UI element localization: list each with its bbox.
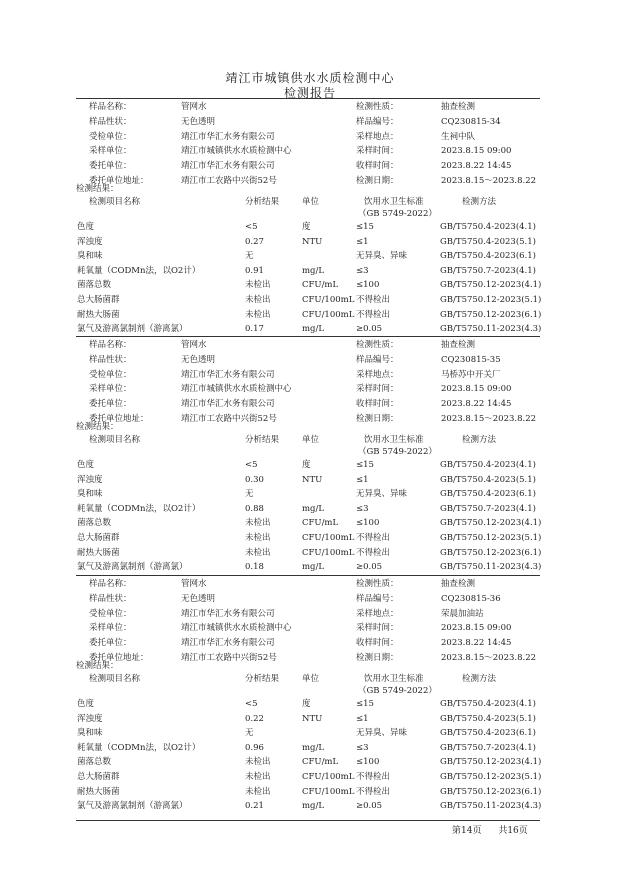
cell-unit: CFU/100mL — [302, 309, 355, 320]
cell-result: 未检出 — [245, 547, 271, 558]
cell-standard: 不得检出 — [356, 772, 391, 782]
header-item: 检测项目名称 — [89, 197, 141, 207]
info-value: CQ230815-34 — [441, 116, 501, 127]
cell-method: GB/T5750.12-2023(5.1) — [440, 533, 542, 543]
info-label: 委托单位地址： — [89, 176, 149, 186]
cell-item: 氯气及游离氯制剂（游离氯） — [77, 801, 188, 812]
cell-item: 耗氧量（CODMn法，以O2计） — [77, 742, 201, 753]
cell-result: 0.21 — [245, 801, 264, 812]
info-value: 管网水 — [181, 102, 207, 112]
cell-standard: ≤100 — [356, 280, 380, 291]
info-value: 靖江市城镇供水水质检测中心 — [181, 384, 292, 395]
info-label: 检测性质： — [356, 579, 399, 589]
info-value: 生祠中队 — [441, 131, 476, 142]
table-row — [0, 487, 620, 501]
info-value: 2023.8.15～2023.8.22 — [441, 414, 537, 424]
info-value: 2023.8.15～2023.8.22 — [441, 176, 537, 186]
info-label: 委托单位地址： — [89, 414, 149, 424]
cell-item: 浑浊度 — [77, 236, 103, 247]
info-row — [0, 592, 620, 606]
info-label: 采样时间： — [356, 623, 399, 634]
cell-standard: ≤1 — [356, 474, 369, 485]
table-row — [0, 322, 620, 336]
cell-standard: 不得检出 — [356, 547, 391, 558]
cell-result: 未检出 — [245, 280, 271, 291]
info-value: 靖江市工农路中兴街52号 — [181, 176, 277, 186]
table-row — [0, 697, 620, 711]
report-org-title: 靖江市城镇供水水质检测中心 — [225, 71, 395, 85]
info-value: 2023.8.15 09:00 — [441, 623, 512, 634]
info-label: 受检单位： — [89, 131, 132, 142]
info-label: 样品编号： — [356, 354, 399, 365]
cell-standard: ≤3 — [356, 742, 369, 753]
cell-item: 浑浊度 — [77, 474, 103, 485]
info-value: 2023.8.15 09:00 — [441, 146, 512, 157]
header-item: 检测项目名称 — [89, 435, 141, 445]
cell-standard: ≤3 — [356, 265, 369, 276]
table-row — [0, 560, 620, 574]
cell-method: GB/T5750.11-2023(4.3) — [440, 562, 542, 573]
info-value: 靖江市华汇水务有限公司 — [181, 638, 275, 649]
info-label: 采样地点： — [356, 369, 399, 380]
info-label: 样品名称： — [89, 579, 132, 589]
info-value: 靖江市城镇供水水质检测中心 — [181, 623, 292, 634]
page-number: 第14页 — [452, 826, 482, 836]
info-label: 采样时间： — [356, 384, 399, 395]
cell-method: GB/T5750.12-2023(6.1) — [440, 547, 542, 558]
info-value: CQ230815-36 — [441, 593, 501, 604]
cell-standard: ≤3 — [356, 503, 369, 514]
table-row — [0, 235, 620, 249]
cell-unit: 度 — [302, 222, 311, 232]
results-label — [0, 420, 620, 434]
info-row — [0, 144, 620, 158]
info-value: 管网水 — [181, 579, 207, 589]
info-label: 样品名称： — [89, 102, 132, 112]
info-value: 荣晨加油站 — [441, 608, 484, 619]
cell-method: GB/T5750.4-2023(6.1) — [440, 489, 536, 500]
cell-result: 0.27 — [245, 236, 264, 247]
info-label: 受检单位： — [89, 608, 132, 619]
table-row — [0, 755, 620, 769]
cell-standard: 无异臭、异味 — [356, 489, 408, 500]
info-value: 靖江市华汇水务有限公司 — [181, 399, 275, 410]
cell-unit: mg/L — [302, 265, 325, 276]
cell-item: 总大肠菌群 — [77, 295, 120, 305]
cell-result: 无 — [245, 251, 254, 262]
header-unit: 单位 — [302, 197, 320, 207]
results-heading: 检测结果： — [76, 184, 119, 194]
cell-result: 未检出 — [245, 533, 271, 543]
cell-unit: CFU/100mL — [302, 295, 355, 305]
table-row — [0, 726, 620, 740]
cell-result: 未检出 — [245, 309, 271, 320]
info-row — [0, 382, 620, 396]
cell-result: 0.17 — [245, 324, 264, 335]
info-label: 样品性状： — [89, 116, 132, 127]
cell-unit: mg/L — [302, 801, 325, 812]
info-label: 采样单位： — [89, 384, 132, 395]
cell-item: 菌落总数 — [77, 280, 112, 291]
info-label: 检测日期： — [356, 653, 399, 663]
header-method: 检测方法 — [462, 197, 497, 207]
table-row — [0, 799, 620, 813]
info-value: 靖江市工农路中兴街52号 — [181, 414, 277, 424]
table-row — [0, 249, 620, 263]
header-unit: 单位 — [302, 674, 320, 684]
table-row — [0, 220, 620, 234]
section-rule — [76, 336, 540, 337]
cell-standard: ≤15 — [356, 460, 374, 470]
cell-standard: ≤1 — [356, 713, 369, 724]
cell-unit: 度 — [302, 699, 311, 709]
info-row — [0, 621, 620, 635]
table-header-sub — [0, 207, 620, 221]
cell-result: 0.18 — [245, 562, 264, 573]
cell-item: 耐热大肠菌 — [77, 547, 120, 558]
info-label: 检测性质： — [356, 102, 399, 112]
table-header-sub — [0, 684, 620, 698]
table-row — [0, 741, 620, 755]
info-row — [0, 636, 620, 650]
info-value: 管网水 — [181, 340, 207, 350]
info-label: 检测日期： — [356, 176, 399, 186]
cell-item: 臭和味 — [77, 251, 103, 262]
cell-method: GB/T5750.7-2023(4.1) — [440, 742, 536, 753]
cell-item: 菌落总数 — [77, 757, 112, 768]
info-value: 抽查检测 — [441, 579, 476, 589]
report-subtitle: 检测报告 — [283, 86, 336, 100]
cell-method: GB/T5750.12-2023(5.1) — [440, 772, 542, 782]
cell-result: 无 — [245, 489, 254, 500]
cell-standard: 不得检出 — [356, 533, 391, 543]
info-label: 委托单位地址： — [89, 653, 149, 663]
cell-unit: mg/L — [302, 562, 325, 573]
info-row — [0, 607, 620, 621]
header-method: 检测方法 — [462, 435, 497, 445]
cell-item: 总大肠菌群 — [77, 772, 120, 782]
page-total: 共16页 — [498, 826, 528, 836]
header-result: 分析结果 — [245, 435, 280, 445]
cell-item: 臭和味 — [77, 728, 103, 739]
cell-item: 色度 — [77, 699, 95, 709]
info-label: 样品性状： — [89, 593, 132, 604]
page-footer — [452, 823, 542, 836]
cell-standard: ≤15 — [356, 699, 374, 709]
header-standard-code: （GB 5749-2022） — [358, 686, 437, 696]
cell-method: GB/T5750.12-2023(5.1) — [440, 295, 542, 305]
info-label: 采样地点： — [356, 131, 399, 142]
info-value: 靖江市华汇水务有限公司 — [181, 131, 275, 142]
results-label — [0, 182, 620, 196]
cell-item: 色度 — [77, 460, 95, 470]
info-label: 收样时间： — [356, 399, 399, 410]
info-value: 抽查检测 — [441, 102, 476, 112]
info-label: 检测日期： — [356, 414, 399, 424]
cell-unit: mg/L — [302, 742, 325, 753]
cell-item: 氯气及游离氯制剂（游离氯） — [77, 324, 188, 335]
cell-result: 无 — [245, 728, 254, 739]
table-row — [0, 502, 620, 516]
info-row — [0, 368, 620, 382]
header-result: 分析结果 — [245, 674, 280, 684]
cell-unit: 度 — [302, 460, 311, 470]
info-value: 靖江市工农路中兴街52号 — [181, 653, 277, 663]
info-label: 受检单位： — [89, 369, 132, 380]
info-value: 2023.8.22 14:45 — [441, 638, 512, 649]
cell-unit: CFU/mL — [302, 518, 339, 529]
cell-unit: mg/L — [302, 503, 325, 514]
cell-result: <5 — [245, 699, 258, 709]
info-label: 采样单位： — [89, 146, 132, 157]
info-label: 委托单位： — [89, 161, 132, 172]
info-label: 委托单位： — [89, 399, 132, 410]
cell-method: GB/T5750.4-2023(5.1) — [440, 474, 536, 485]
table-row — [0, 712, 620, 726]
cell-unit: CFU/100mL — [302, 786, 355, 797]
cell-method: GB/T5750.12-2023(6.1) — [440, 786, 542, 797]
cell-item: 菌落总数 — [77, 518, 112, 529]
cell-unit: NTU — [302, 474, 323, 485]
info-label: 委托单位： — [89, 638, 132, 649]
info-value: 靖江市华汇水务有限公司 — [181, 161, 275, 172]
cell-method: GB/T5750.4-2023(4.1) — [440, 699, 536, 709]
info-row — [0, 353, 620, 367]
cell-result: 未检出 — [245, 518, 271, 529]
cell-item: 耐热大肠菌 — [77, 309, 120, 320]
info-label: 收样时间： — [356, 161, 399, 172]
cell-method: GB/T5750.11-2023(4.3) — [440, 801, 542, 812]
cell-result: 未检出 — [245, 772, 271, 782]
info-value: 2023.8.22 14:45 — [441, 161, 512, 172]
cell-item: 总大肠菌群 — [77, 533, 120, 543]
cell-standard: ≤100 — [356, 518, 380, 529]
cell-unit: NTU — [302, 713, 323, 724]
cell-result: 未检出 — [245, 786, 271, 797]
cell-result: 0.96 — [245, 742, 264, 753]
header-item: 检测项目名称 — [89, 674, 141, 684]
cell-standard: 无异臭、异味 — [356, 728, 408, 739]
cell-method: GB/T5750.7-2023(4.1) — [440, 265, 536, 276]
info-value: 马桥苏中开关厂 — [441, 369, 501, 380]
info-row — [0, 100, 620, 114]
info-value: 无色透明 — [181, 354, 216, 365]
info-value: 抽查检测 — [441, 340, 476, 350]
cell-result: <5 — [245, 460, 258, 470]
table-row — [0, 293, 620, 307]
cell-result: 未检出 — [245, 757, 271, 768]
results-heading: 检测结果： — [76, 661, 119, 671]
cell-result: <5 — [245, 222, 258, 232]
info-label: 检测性质： — [356, 340, 399, 350]
cell-unit: CFU/mL — [302, 280, 339, 291]
section-rule — [76, 98, 540, 99]
info-label: 样品名称： — [89, 340, 132, 350]
cell-method: GB/T5750.4-2023(6.1) — [440, 728, 536, 739]
header-standard-code: （GB 5749-2022） — [358, 209, 437, 219]
cell-item: 耗氧量（CODMn法，以O2计） — [77, 503, 201, 514]
cell-result: 0.22 — [245, 713, 264, 724]
cell-unit: CFU/100mL — [302, 772, 355, 782]
section-rule — [76, 820, 540, 821]
header-standard: 饮用水卫生标准 — [364, 435, 424, 445]
info-row — [0, 577, 620, 591]
info-label: 样品编号： — [356, 593, 399, 604]
cell-item: 浑浊度 — [77, 713, 103, 724]
info-label: 样品编号： — [356, 116, 399, 127]
cell-unit: NTU — [302, 236, 323, 247]
cell-method: GB/T5750.12-2023(6.1) — [440, 309, 542, 320]
info-value: 靖江市城镇供水水质检测中心 — [181, 146, 292, 157]
cell-method: GB/T5750.7-2023(4.1) — [440, 503, 536, 514]
cell-item: 耐热大肠菌 — [77, 786, 120, 797]
cell-method: GB/T5750.4-2023(5.1) — [440, 713, 536, 724]
info-value: 2023.8.15～2023.8.22 — [441, 653, 537, 663]
cell-item: 耗氧量（CODMn法，以O2计） — [77, 265, 201, 276]
cell-standard: ≤15 — [356, 222, 374, 232]
cell-standard: 不得检出 — [356, 295, 391, 305]
table-header-sub — [0, 445, 620, 459]
table-row — [0, 770, 620, 784]
cell-method: GB/T5750.4-2023(5.1) — [440, 236, 536, 247]
header-method: 检测方法 — [462, 674, 497, 684]
cell-method: GB/T5750.4-2023(4.1) — [440, 460, 536, 470]
cell-method: GB/T5750.12-2023(4.1) — [440, 280, 542, 291]
table-row — [0, 516, 620, 530]
cell-method: GB/T5750.12-2023(4.1) — [440, 757, 542, 768]
info-row — [0, 338, 620, 352]
cell-unit: CFU/mL — [302, 757, 339, 768]
cell-method: GB/T5750.12-2023(4.1) — [440, 518, 542, 529]
cell-method: GB/T5750.11-2023(4.3) — [440, 324, 542, 335]
cell-method: GB/T5750.4-2023(4.1) — [440, 222, 536, 232]
cell-standard: ≥0.05 — [356, 324, 383, 335]
info-row — [0, 130, 620, 144]
info-value: 靖江市华汇水务有限公司 — [181, 608, 275, 619]
cell-item: 氯气及游离氯制剂（游离氯） — [77, 562, 188, 573]
info-label: 收样时间： — [356, 638, 399, 649]
cell-item: 臭和味 — [77, 489, 103, 500]
cell-method: GB/T5750.4-2023(6.1) — [440, 251, 536, 262]
info-value: CQ230815-35 — [441, 354, 501, 365]
cell-standard: ≥0.05 — [356, 562, 383, 573]
table-row — [0, 473, 620, 487]
info-label: 采样单位： — [89, 623, 132, 634]
info-label: 采样时间： — [356, 146, 399, 157]
header-result: 分析结果 — [245, 197, 280, 207]
header-standard: 饮用水卫生标准 — [364, 674, 424, 684]
header-unit: 单位 — [302, 435, 320, 445]
info-row — [0, 397, 620, 411]
info-value: 2023.8.15 09:00 — [441, 384, 512, 395]
cell-standard: ≤1 — [356, 236, 369, 247]
table-row — [0, 531, 620, 545]
cell-unit: CFU/100mL — [302, 547, 355, 558]
section-rule — [76, 575, 540, 576]
info-value: 靖江市华汇水务有限公司 — [181, 369, 275, 380]
table-row — [0, 278, 620, 292]
cell-result: 未检出 — [245, 295, 271, 305]
results-heading: 检测结果： — [76, 422, 119, 432]
table-row — [0, 308, 620, 322]
results-label — [0, 659, 620, 673]
cell-standard: 不得检出 — [356, 309, 391, 320]
info-row — [0, 115, 620, 129]
cell-unit: mg/L — [302, 324, 325, 335]
info-value: 无色透明 — [181, 593, 216, 604]
cell-result: 0.88 — [245, 503, 264, 514]
info-value: 无色透明 — [181, 116, 216, 127]
header-standard-code: （GB 5749-2022） — [358, 447, 437, 457]
table-row — [0, 785, 620, 799]
cell-standard: 不得检出 — [356, 786, 391, 797]
info-label: 样品性状： — [89, 354, 132, 365]
cell-result: 0.30 — [245, 474, 264, 485]
cell-item: 色度 — [77, 222, 95, 232]
cell-unit: CFU/100mL — [302, 533, 355, 543]
info-value: 2023.8.22 14:45 — [441, 399, 512, 410]
info-label: 采样地点： — [356, 608, 399, 619]
cell-result: 0.91 — [245, 265, 264, 276]
table-row — [0, 264, 620, 278]
info-row — [0, 159, 620, 173]
cell-standard: ≤100 — [356, 757, 380, 768]
cell-standard: 无异臭、异味 — [356, 251, 408, 262]
table-row — [0, 458, 620, 472]
header-standard: 饮用水卫生标准 — [364, 197, 424, 207]
cell-standard: ≥0.05 — [356, 801, 383, 812]
table-row — [0, 546, 620, 560]
